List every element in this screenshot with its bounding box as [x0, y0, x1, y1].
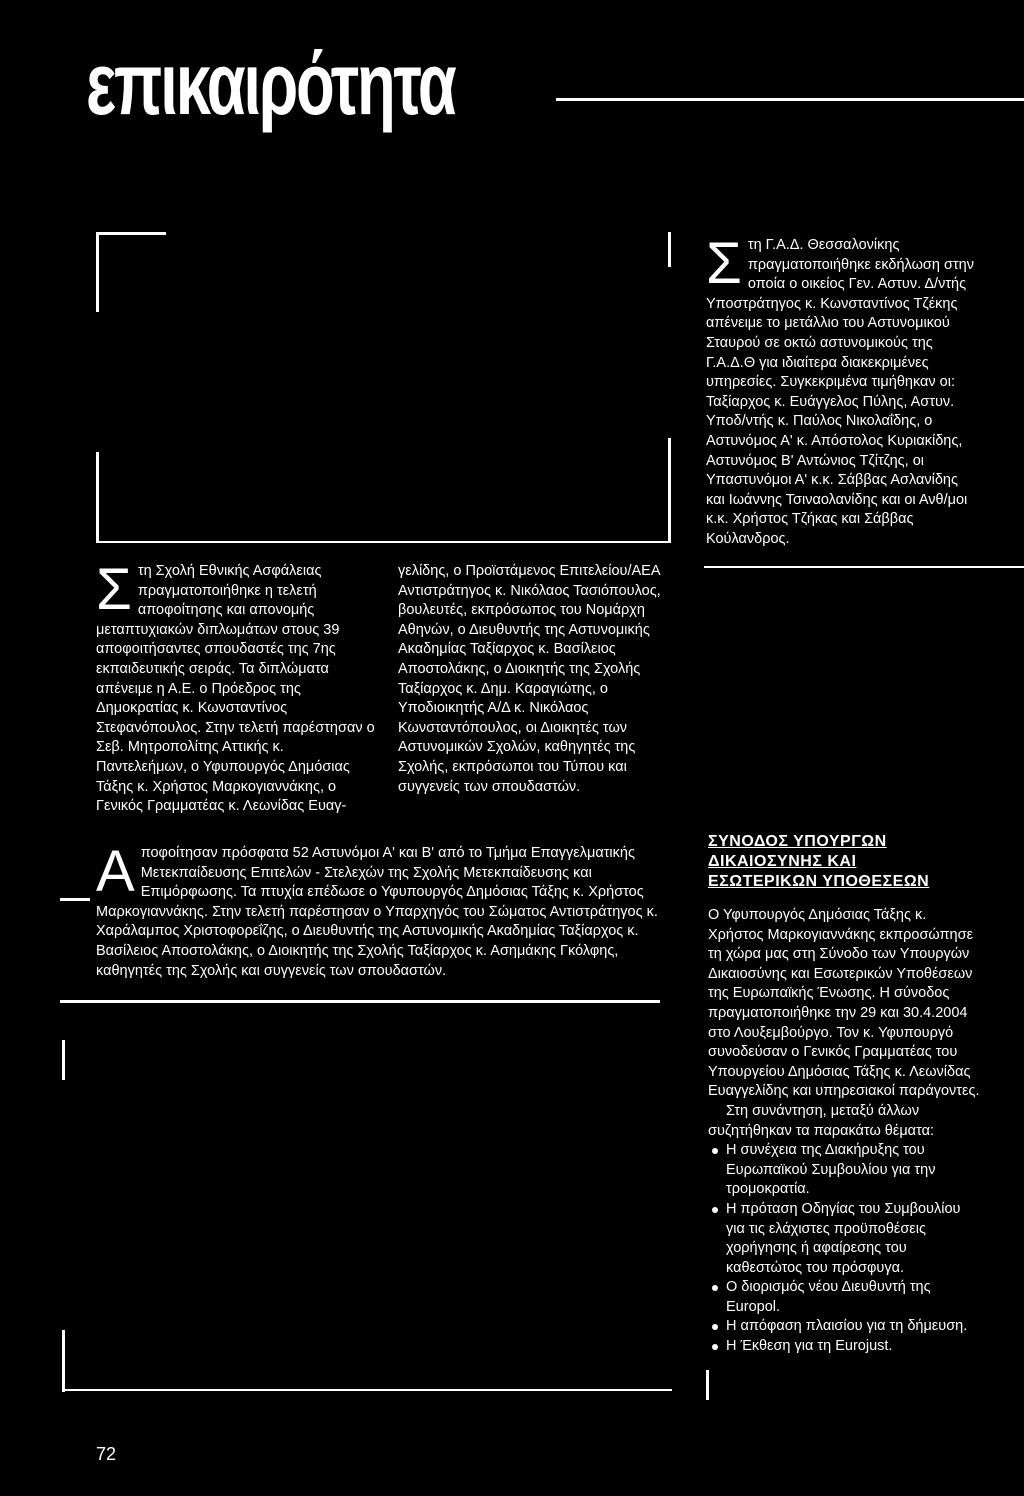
dropcap: Α — [96, 839, 135, 904]
photo-frame-right-bottom — [668, 438, 671, 543]
article4-para1: Ο Υφυπουργός Δημόσιας Τάξης κ. Χρήστος Μαρκογιαννάκης εκπροσώπησε τη χώρα μας στη Σύνοδο των Υπουργών Δικαιοσύνης και Εσωτερικών Υποθέσεων της Ευρωπαϊκής Ένωσης. Η σύνοδος πραγματοποιήθηκε την 29 και 30.4.2004 στο Λουξεμβούργο. Τον κ. Υφυπουργό συνοδεύσαν ο Γενικός Γραμματέας του Υπουργείου Δημόσιας Τάξης κ. Λεωνίδας Ευαγγελίδης και υπηρεσιακοί παράγοντες. — [708, 907, 980, 1100]
list-item: Η απόφαση πλαισίου για τη δήμευση. — [708, 1317, 980, 1337]
right-column-rule — [704, 566, 1024, 568]
heading-line-3: ΕΣΩΤΕΡΙΚΩΝ ΥΠΟΘΕΣΕΩΝ — [708, 873, 930, 890]
topics-list — [708, 1141, 980, 1357]
article1-text-col1: τη Σχολή Εθνικής Ασφάλειας πραγματοποιήθηκε η τελετή αποφοίτησης και απονομής μεταπτυχιακών διπλωμάτων στους 39 αποφοιτήσαντες σπουδαστές της 7ης εκπαιδευτικής σειράς. Τα διπλώματα απένειμε η Α.Ε. ο Πρόεδρος της Δημοκρατίας κ. Κωνσταντίνος Στεφανόπουλος. Στην τελετή παρέστησαν ο Σεβ. Μητροπολίτης Αττικής κ. Παντελεήμων, ο Υφυπουργός Δημόσιας Τάξης κ. Χρήστος Μαρκογιαννάκης, ο Γενικός Γραμματέας κ. Λεωνίδας Ευαγ- — [96, 563, 375, 815]
photo-frame-bottom — [96, 541, 671, 543]
lower-photo-frame-bottom — [62, 1389, 672, 1391]
article3 — [96, 839, 668, 981]
section-title: επικαιρότητα — [86, 34, 455, 133]
article4-body — [708, 906, 980, 1357]
article2 — [706, 231, 978, 550]
article2-text: τη Γ.Α.Δ. Θεσσαλονίκης πραγματοποιήθηκε εκδήλωση στην οποία ο οικείος Γεν. Αστυν. Δ/ντής Υποστράτηγος κ. Κωνσταντίνος Τζέκης απένειμε το μετάλλιο του Αστυνομικού Σταυρού σε οκτώ αστυνομικούς της Γ.Α.Δ.Θ για ιδιαίτερα διακεκριμένες υπηρεσίες. Συγκεκριμένα τιμήθηκαν οι: Ταξίαρχος κ. Ευάγγελος Πύλης, Αστυν. Υποδ/ντής κ. Παύλος Νικολαΐδης, ο Αστυνόμος Α' κ. Απόστολος Κυριακίδης, Αστυνόμος Β' Αντώνιος Τζίτζης, οι Υπαστυνόμοι Α' κ.κ. Σάββας Ασλανίδης και Ιωάννης Τσιναολανίδης και οι Ανθ/μοι κ.κ. Χρήστος Τζήκας και Σάββας Κούλανδρος. — [706, 237, 974, 547]
lower-photo-frame-left2 — [62, 1330, 65, 1392]
list-item: Η Έκθεση για τη Eurojust. — [708, 1337, 980, 1357]
heading-line-1: ΣΥΝΟΔΟΣ ΥΠΟΥΡΓΩΝ — [708, 833, 887, 850]
heading-line-2: ΔΙΚΑΙΟΣΥΝΗΣ ΚΑΙ — [708, 853, 857, 870]
lower-right-frame — [706, 1370, 709, 1400]
photo-frame-top — [96, 232, 166, 235]
photo-frame-left — [96, 232, 99, 312]
list-item: Η πρόταση Οδηγίας του Συμβουλίου για τις ελάχιστες προϋποθέσεις χορήγησης ή αφαίρεσης του καθεστώτος του πρόσφυγα. — [708, 1200, 980, 1278]
photo-frame-left-bottom — [96, 452, 99, 542]
page-number: 72 — [96, 1444, 117, 1464]
article1-column2 — [398, 562, 670, 797]
header-rule — [556, 98, 1024, 101]
article3-text: ποφοίτησαν πρόσφατα 52 Αστυνόμοι Α' και Β' από το Τμήμα Επαγγελματικής Μετεκπαίδευσης Επιτελών - Στελεχών της Σχολής Μετεκπαίδευσης και Επιμόρφωσης. Τα πτυχία επέδωσε ο Υφυπουργός Δημόσιας Τάξης κ. Χρήστος Μαρκογιαννάκης. Στην τελετή παρέστησαν ο Υπαρχηγός του Σώματος Αντιστράτηγος κ. Χαράλαμπος Χριστοφορεΐζης, ο Διευθυντής της Αστυνομικής Ακαδημίας Ταξίαρχος κ. Βασίλειος Αποστολάκης, ο Διοικητής της Σχολής Ταξίαρχος κ. Ασημάκης Γκόλφης, καθηγητές της Σχολής και συγγενείς των σπουδαστών. — [96, 845, 658, 979]
lower-photo-frame-top — [60, 898, 90, 901]
photo-frame-right-top — [668, 232, 671, 267]
lower-photo-frame-left — [62, 1040, 65, 1080]
list-item: Η συνέχεια της Διακήρυξης του Ευρωπαϊκού Συμβουλίου για την τρομοκρατία. — [708, 1141, 980, 1200]
lower-photo-frame-top2 — [60, 1000, 660, 1003]
list-item: Ο διορισμός νέου Διευθυντή της Europol. — [708, 1278, 980, 1317]
article1-text-col2: γελίδης, ο Προϊστάμενος Επιτελείου/ΑΕΑ Αντιστράτηγος κ. Νικόλαος Τασιόπουλος, βουλευτές, εκπρόσωπος του Νομάρχη Αθηνών, ο Διευθυντής της Αστυνομικής Ακαδημίας Ταξίαρχος κ. Βασίλειος Αποστολάκης, ο Διοικητής της Σχολής Ταξίαρχος κ. Δημ. Καραγιώτης, ο Υποδιοικητής Α/Δ κ. Νικόλαος Κωνσταντόπουλος, οι Διοικητές των Αστυνομικών Σχολών, καθηγητές της Σχολής, εκπρόσωποι του Τύπου και συγγενείς των σπουδαστών. — [398, 563, 661, 795]
dropcap: Σ — [96, 557, 132, 622]
dropcap: Σ — [706, 231, 742, 296]
article1-column1 — [96, 557, 378, 817]
article4-para2: Στη συνάντηση, μεταξύ άλλων συζητήθηκαν τα παρακάτω θέματα: — [708, 1102, 935, 1139]
article4-heading — [708, 832, 978, 892]
